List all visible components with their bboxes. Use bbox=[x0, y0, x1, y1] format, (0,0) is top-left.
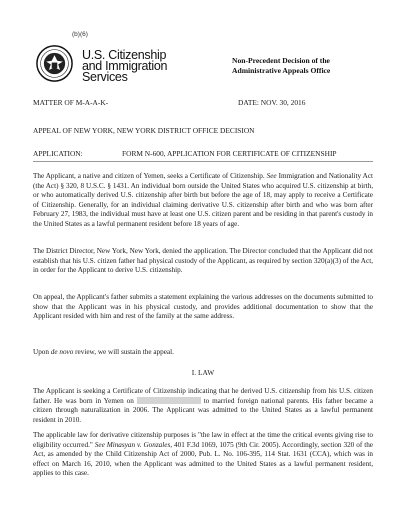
decision-type-line: Non-Precedent Decision of the bbox=[232, 56, 330, 65]
section-heading: I. LAW bbox=[191, 368, 215, 377]
agency-name-line: Services bbox=[82, 70, 128, 84]
text: The Applicant is seeking a Certificate of Citizenship indicating that he derived U.S. citizenship from his U.S. citizen father. He was born in Yemen on bbox=[33, 387, 373, 405]
case-citation: See Minasyan v. Gonzales bbox=[94, 440, 171, 449]
decision-type-line: Administrative Appeals Office bbox=[232, 66, 331, 75]
text: The applicable law for derivative citizenship purposes is "the law in effect at the time the critical events giving rise to eligibility occurred." bbox=[33, 431, 373, 449]
application-value: FORM N-600, APPLICATION FOR CERTIFICATE OF CITIZENSHIP bbox=[122, 149, 337, 158]
text: review, we will sustain the appeal. bbox=[75, 348, 174, 356]
redacted-date bbox=[137, 397, 201, 404]
paragraph-director-decision: The District Director, New York, New York, denied the application. The Director concluded that the Applicant did not establish that his U.S. citizen father had physical custody of the Applicant, as required by section 320(a)(3) of the Act, in order for the Applicant to derive U.S. citizenship. bbox=[33, 247, 373, 274]
header-divider bbox=[33, 161, 373, 162]
paragraph-on-appeal: On appeal, the Applicant's father submits a statement explaining the various addresses on the documents submitted to show that the Applicant was in his physical custody, and provides additional documentation to show that the Applicant resided with him and rest of the family at the same address. bbox=[33, 293, 373, 320]
decision-date: DATE: NOV. 30, 2016 bbox=[238, 98, 306, 107]
paragraph-review bbox=[33, 348, 373, 358]
application-label: APPLICATION: bbox=[33, 149, 83, 158]
agency-name-line: U.S. Citizenship bbox=[82, 48, 167, 62]
paragraph-applicable-law bbox=[33, 431, 373, 479]
text: Immigration and Nationality Act (the Act) § 320, 8 U.S.C. § 1431. An individual born outside the United States who acquired U.S. citizenship at birth, or who automatically derived U.S. citizenship after birth but before the age of 18, may apply to receive a Certificate of Citizenship. Generally, for an individual claiming derivative U.S. citizenship after birth and who was born after February 27, 1983, the individual must have at least one U.S. citizen parent and be residing in that parent's custody in the United States as a lawful permanent resident before 18 years of age. bbox=[33, 172, 374, 228]
decision-type bbox=[232, 56, 330, 76]
agency-name-line: and Immigration bbox=[82, 59, 168, 73]
text: Upon bbox=[33, 348, 49, 356]
text: The Applicant, a native and citizen of Yemen, seeks a Certificate of Citizenship. bbox=[33, 172, 265, 180]
text: , 401 F.3d 1069, 1075 (9th Cir. 2005). Accordingly, section 320 of the Act, as amended by the Child Citizenship Act of 2000, Pub. L. No. 106-395, 114 Stat. 1631 (CCA), which was in effect on March 16, 2010, when the Applicant was admitted to the United States as a lawful permanent resident, applies to this case. bbox=[33, 440, 373, 477]
text: to married foreign national parents. His father became a citizen through naturalization in 2006. The Applicant was admitted to the United States as a lawful permanent resident in 2010. bbox=[33, 396, 374, 424]
redaction-code: (b)(6) bbox=[72, 31, 88, 38]
dhs-seal-icon bbox=[36, 45, 73, 82]
latin-term: de novo bbox=[50, 348, 74, 356]
agency-name bbox=[82, 50, 167, 83]
citation-signal: See bbox=[266, 172, 277, 180]
matter-line: MATTER OF M-A-A-K- bbox=[33, 98, 109, 107]
appeal-line: APPEAL OF NEW YORK, NEW YORK DISTRICT OFFICE DECISION bbox=[33, 126, 255, 135]
paragraph-applicant-background bbox=[33, 387, 373, 425]
paragraph-intro bbox=[33, 172, 373, 229]
